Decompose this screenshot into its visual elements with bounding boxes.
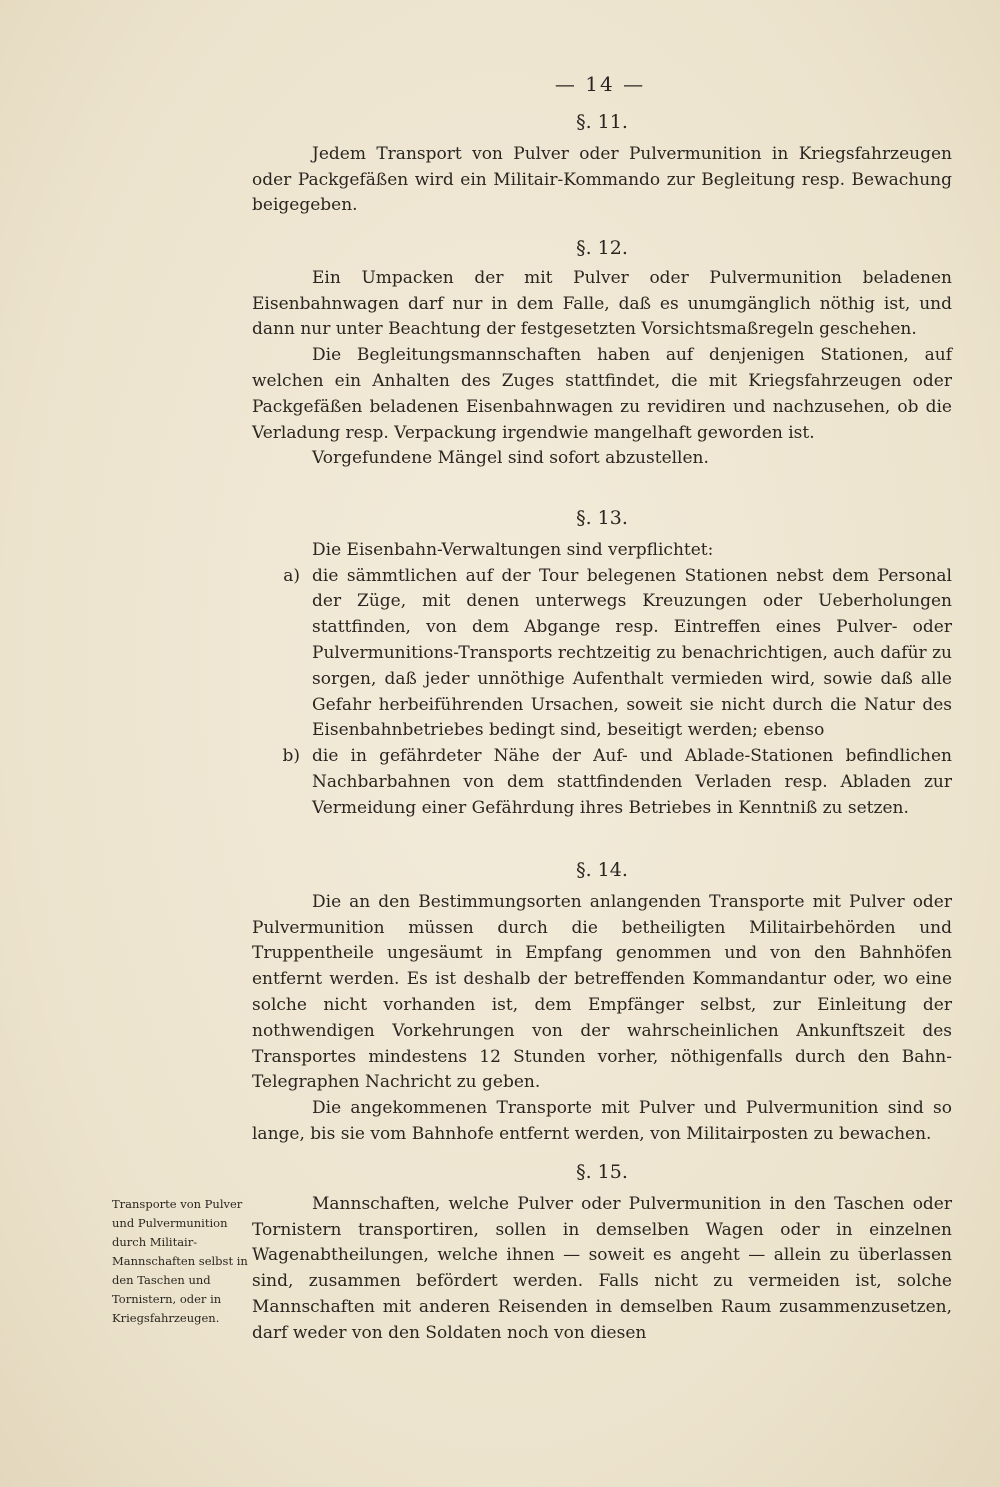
section-13 [252,506,952,822]
section-11-paragraph: Jedem Transport von Pulver oder Pulvermunition in Kriegsfahrzeugen oder Packgefäßen wird ein Militair-Kommando zur Begleitung resp. Bewachung beigegeben. [252,143,952,216]
section-13-heading: §. 13. [576,507,628,529]
section-12-paragraph-3: Vorgefundene Mängel sind sofort abzustellen. [312,448,709,469]
section-11 [252,110,952,219]
section-12-paragraph-1: Ein Umpacken der mit Pulver oder Pulvermunition beladenen Eisenbahnwagen darf nur in dem Falle, daß es unumgänglich nöthig ist, und dann nur unter Beachtung der festgesetzten Vorsichtsmaßregeln geschehen. [252,267,952,340]
section-13-item-b [252,744,952,821]
item-b-marker: b) [282,746,300,767]
section-12-paragraph-2: Die Begleitungsmannschaften haben auf denjenigen Stationen, auf welchen ein Anhalten des Zuges stattfindet, die mit Kriegsfahrzeugen oder Packgefäßen beladenen Eisenbahnwagen zu revidiren und nachzusehen, ob die Verladung resp. Verpackung irgendwie mangelhaft geworden ist. [252,345,952,443]
margin-note: Transporte von Pulver und Pulvermunition durch Militair-Mannschaften selbst in den Taschen und Tornistern, oder in Kriegsfahrzeugen. [112,1197,248,1325]
section-15-paragraph: Mannschaften, welche Pulver oder Pulvermunition in den Taschen oder Tornistern transportiren, sollen in demselben Wagen oder in einzelnen Wagenabtheilungen, welche ihnen — soweit es angeht — allein zu überlassen sind, zusammen befördert werden. Falls nicht zu vermeiden ist, solche Mannschaften mit anderen Reisenden in demselben Raum zusammenzusetzen, darf weder von den Soldaten noch von diesen [252,1193,952,1343]
section-14-paragraph-2: Die angekommenen Transporte mit Pulver und Pulvermunition sind so lange, bis sie vom Bahnhofe entfernt werden, von Militairposten zu bewachen. [252,1098,952,1144]
section-15 [252,1160,952,1347]
section-13-intro: Die Eisenbahn-Verwaltungen sind verpflichtet: [312,539,714,560]
section-14-heading: §. 14. [576,859,628,881]
item-a-marker: a) [283,565,300,586]
section-11-heading: §. 11. [576,111,628,133]
section-14-paragraph-1: Die an den Bestimmungsorten anlangenden Transporte mit Pulver oder Pulvermunition müssen durch die betheiligten Militairbehörden und Truppentheile ungesäumt in Empfang genommen und von den Bahnhöfen entfernt werden. Es ist deshalb der betreffenden Kommandantur oder, wo eine solche nicht vorhanden ist, dem Empfänger selbst, zur Einleitung der nothwendigen Vorkehrungen von der wahrscheinlichen Ankunftszeit des Transportes mindestens 12 Stunden vorher, nöthigenfalls durch den Bahn-Telegraphen Nachricht zu geben. [252,891,952,1093]
section-12-heading: §. 12. [576,237,628,259]
item-a-text: die sämmtlichen auf der Tour belegenen Stationen nebst dem Personal der Züge, mit denen unterwegs Kreuzungen oder Ueberholungen stattfinden, von dem Abgange resp. Eintreffen eines Pulver- oder Pulvermunitions-Transports rechtzeitig zu benachrichtigen, auch dafür zu sorgen, daß jeder unnöthige Aufenthalt vermieden wird, sowie daß alle Gefahr herbeiführenden Ursachen, soweit sie nicht durch die Natur des Eisenbahnbetriebes bedingt sind, beseitigt werden; ebenso [312,565,952,741]
section-13-item-a [252,564,952,745]
section-15-heading: §. 15. [576,1161,628,1183]
section-12 [252,236,952,472]
page-number: — 14 — [554,72,646,96]
item-b-text: die in gefährdeter Nähe der Auf- und Ablade-Stationen befindlichen Nachbarbahnen von dem stattfindenden Verladen resp. Abladen zur Vermeidung einer Gefährdung ihres Betriebes in Kenntniß zu setzen. [312,746,952,818]
section-14 [252,858,952,1148]
